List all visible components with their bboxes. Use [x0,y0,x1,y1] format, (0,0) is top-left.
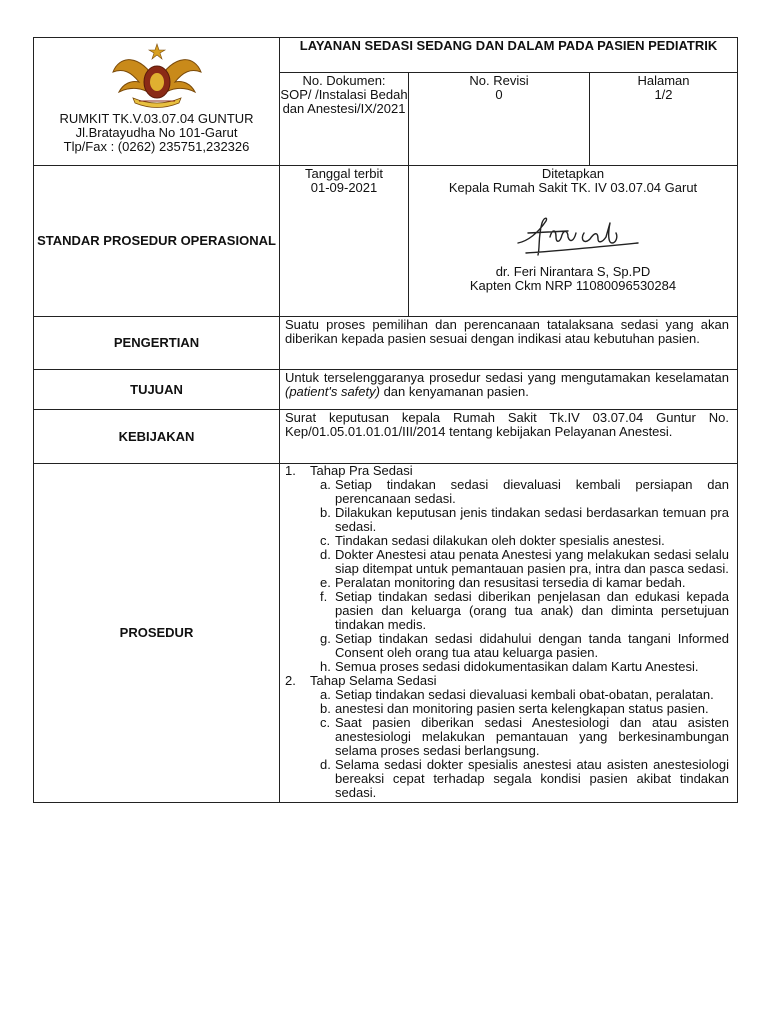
list-item [310,758,729,800]
signature-image [498,203,648,261]
list-item [310,506,729,534]
list-item [310,702,729,716]
item-letter: b. [320,505,331,520]
stage-number: 2. [285,673,296,688]
prosedur-content [280,464,738,803]
page-label: Halaman [637,73,690,88]
revision-label: No. Revisi [469,73,529,88]
list-item [310,548,729,576]
item-letter: a. [320,477,331,492]
item-text: Dokter Anestesi atau penata Anestesi yang melakukan sedasi selalu siap ditempat untuk pemantauan pasien pra, intra dan pasca sedasi. [335,547,729,576]
list-item [310,660,729,674]
stage-selama-sedasi [285,674,729,800]
approver-title: Kepala Rumah Sakit TK. IV 03.07.04 Garut [448,180,698,195]
list-item [310,716,729,758]
page-cell [590,73,738,166]
issue-date-cell [280,166,409,317]
tujuan-text-after: dan kenyamanan pasien. [379,384,529,399]
item-letter: c. [320,715,331,730]
sop-table [33,37,738,803]
hospital-address: Jl.Bratayudha No 101-Garut [75,125,238,140]
approval-cell [409,166,738,317]
item-letter: b. [320,701,331,716]
item-letter: f. [320,589,328,604]
item-text: anestesi dan monitoring pasien serta kelengkapan status pasien. [335,701,709,716]
document-title: LAYANAN SEDASI SEDANG DAN DALAM PADA PASIEN PEDIATRIK [280,38,738,73]
item-letter: e. [320,575,331,590]
list-item [310,478,729,506]
item-text: Selama sedasi dokter spesialis anestesi atau asisten anestesiologi bereaksi cepat terhadap segala kondisi pasien akibat tindakan sedasi. [335,757,729,800]
stage-number: 1. [285,463,296,478]
hospital-name: RUMKIT TK.V.03.07.04 GUNTUR [59,111,254,126]
item-text: Setiap tindakan sedasi dievaluasi kembali obat-obatan, peralatan. [335,687,714,702]
item-text: Dilakukan keputusan jenis tindakan sedasi berdasarkan temuan pra sedasi. [335,505,729,534]
stage-title: Tahap Pra Sedasi [310,463,413,478]
revision-cell [409,73,590,166]
item-letter: a. [320,687,331,702]
item-text: Tindakan sedasi dilakukan oleh dokter spesialis anestesi. [335,533,665,548]
stage2-items [310,688,729,800]
stage-title: Tahap Selama Sedasi [310,673,437,688]
item-text: Peralatan monitoring dan resusitasi tersedia di kamar bedah. [335,575,686,590]
sop-document [33,37,737,803]
list-item [310,534,729,548]
tujuan-text-before: Untuk terselenggaranya prosedur sedasi yang mengutamakan keselamatan [285,370,729,385]
page-value: 1/2 [654,87,673,102]
item-text: Semua proses sedasi didokumentasikan dalam Kartu Anestesi. [335,659,699,674]
pengertian-text: Suatu proses pemilihan dan perencanaan tatalaksana sedasi yang akan diberikan kepada pasien sesuai dengan indikasi atau kebutuhan pasien. [280,317,738,370]
tujuan-text [280,370,738,410]
item-letter: h. [320,659,331,674]
kebijakan-label: KEBIJAKAN [34,410,280,464]
list-item [310,632,729,660]
tujuan-label: TUJUAN [34,370,280,410]
issue-date-value: 01-09-2021 [310,180,378,195]
approval-label: Ditetapkan [541,166,605,181]
prosedur-label: PROSEDUR [34,464,280,803]
doc-number-cell [280,73,409,166]
hospital-phone: Tlp/Fax : (0262) 235751,232326 [63,139,250,154]
item-text: Setiap tindakan sedasi didahului dengan tanda tangani Informed Consent oleh orang tua atau keluarga pasien. [335,631,729,660]
list-item [310,590,729,632]
item-letter: d. [320,547,331,562]
stage-pra-sedasi [285,464,729,674]
list-item [310,688,729,702]
item-letter: g. [320,631,331,646]
doc-number-label: No. Dokumen: [302,73,386,88]
item-text: Setiap tindakan sedasi diberikan penjelasan dan edukasi kepada pasien dan keluarga (orang tua anak) dan diminta persetujuan tindakan medis. [335,589,729,632]
stage1-items [310,478,729,674]
military-emblem-logo [109,42,205,108]
item-letter: d. [320,757,331,772]
doc-number-value: SOP/ /Instalasi Bedah dan Anestesi/IX/2021 [280,87,408,116]
hospital-info-cell [34,38,280,166]
item-text: Setiap tindakan sedasi dievaluasi kembali persiapan dan perencanaan sedasi. [335,477,729,506]
kebijakan-text: Surat keputusan kepala Rumah Sakit Tk.IV 03.07.04 Guntur No. Kep/01.05.01.01.01/III/2014 tentang kebijakan Pelayanan Anestesi. [280,410,738,464]
tujuan-text-italic: (patient's safety) [285,384,380,399]
prosedur-list [280,464,737,802]
item-text: Saat pasien diberikan sedasi Anestesiologi dan atau asisten anestesiologi melakukan pemantauan yang berkesinambungan selama proses sedasi berlangsung. [335,715,729,758]
signer-rank: Kapten Ckm NRP 11080096530284 [469,278,677,293]
item-letter: c. [320,533,331,548]
pengertian-label: PENGERTIAN [34,317,280,370]
revision-value: 0 [495,87,503,102]
issue-date-label: Tanggal terbit [304,166,384,181]
list-item [310,576,729,590]
sop-label: STANDAR PROSEDUR OPERASIONAL [34,166,280,317]
signer-name: dr. Feri Nirantara S, Sp.PD [495,264,651,279]
